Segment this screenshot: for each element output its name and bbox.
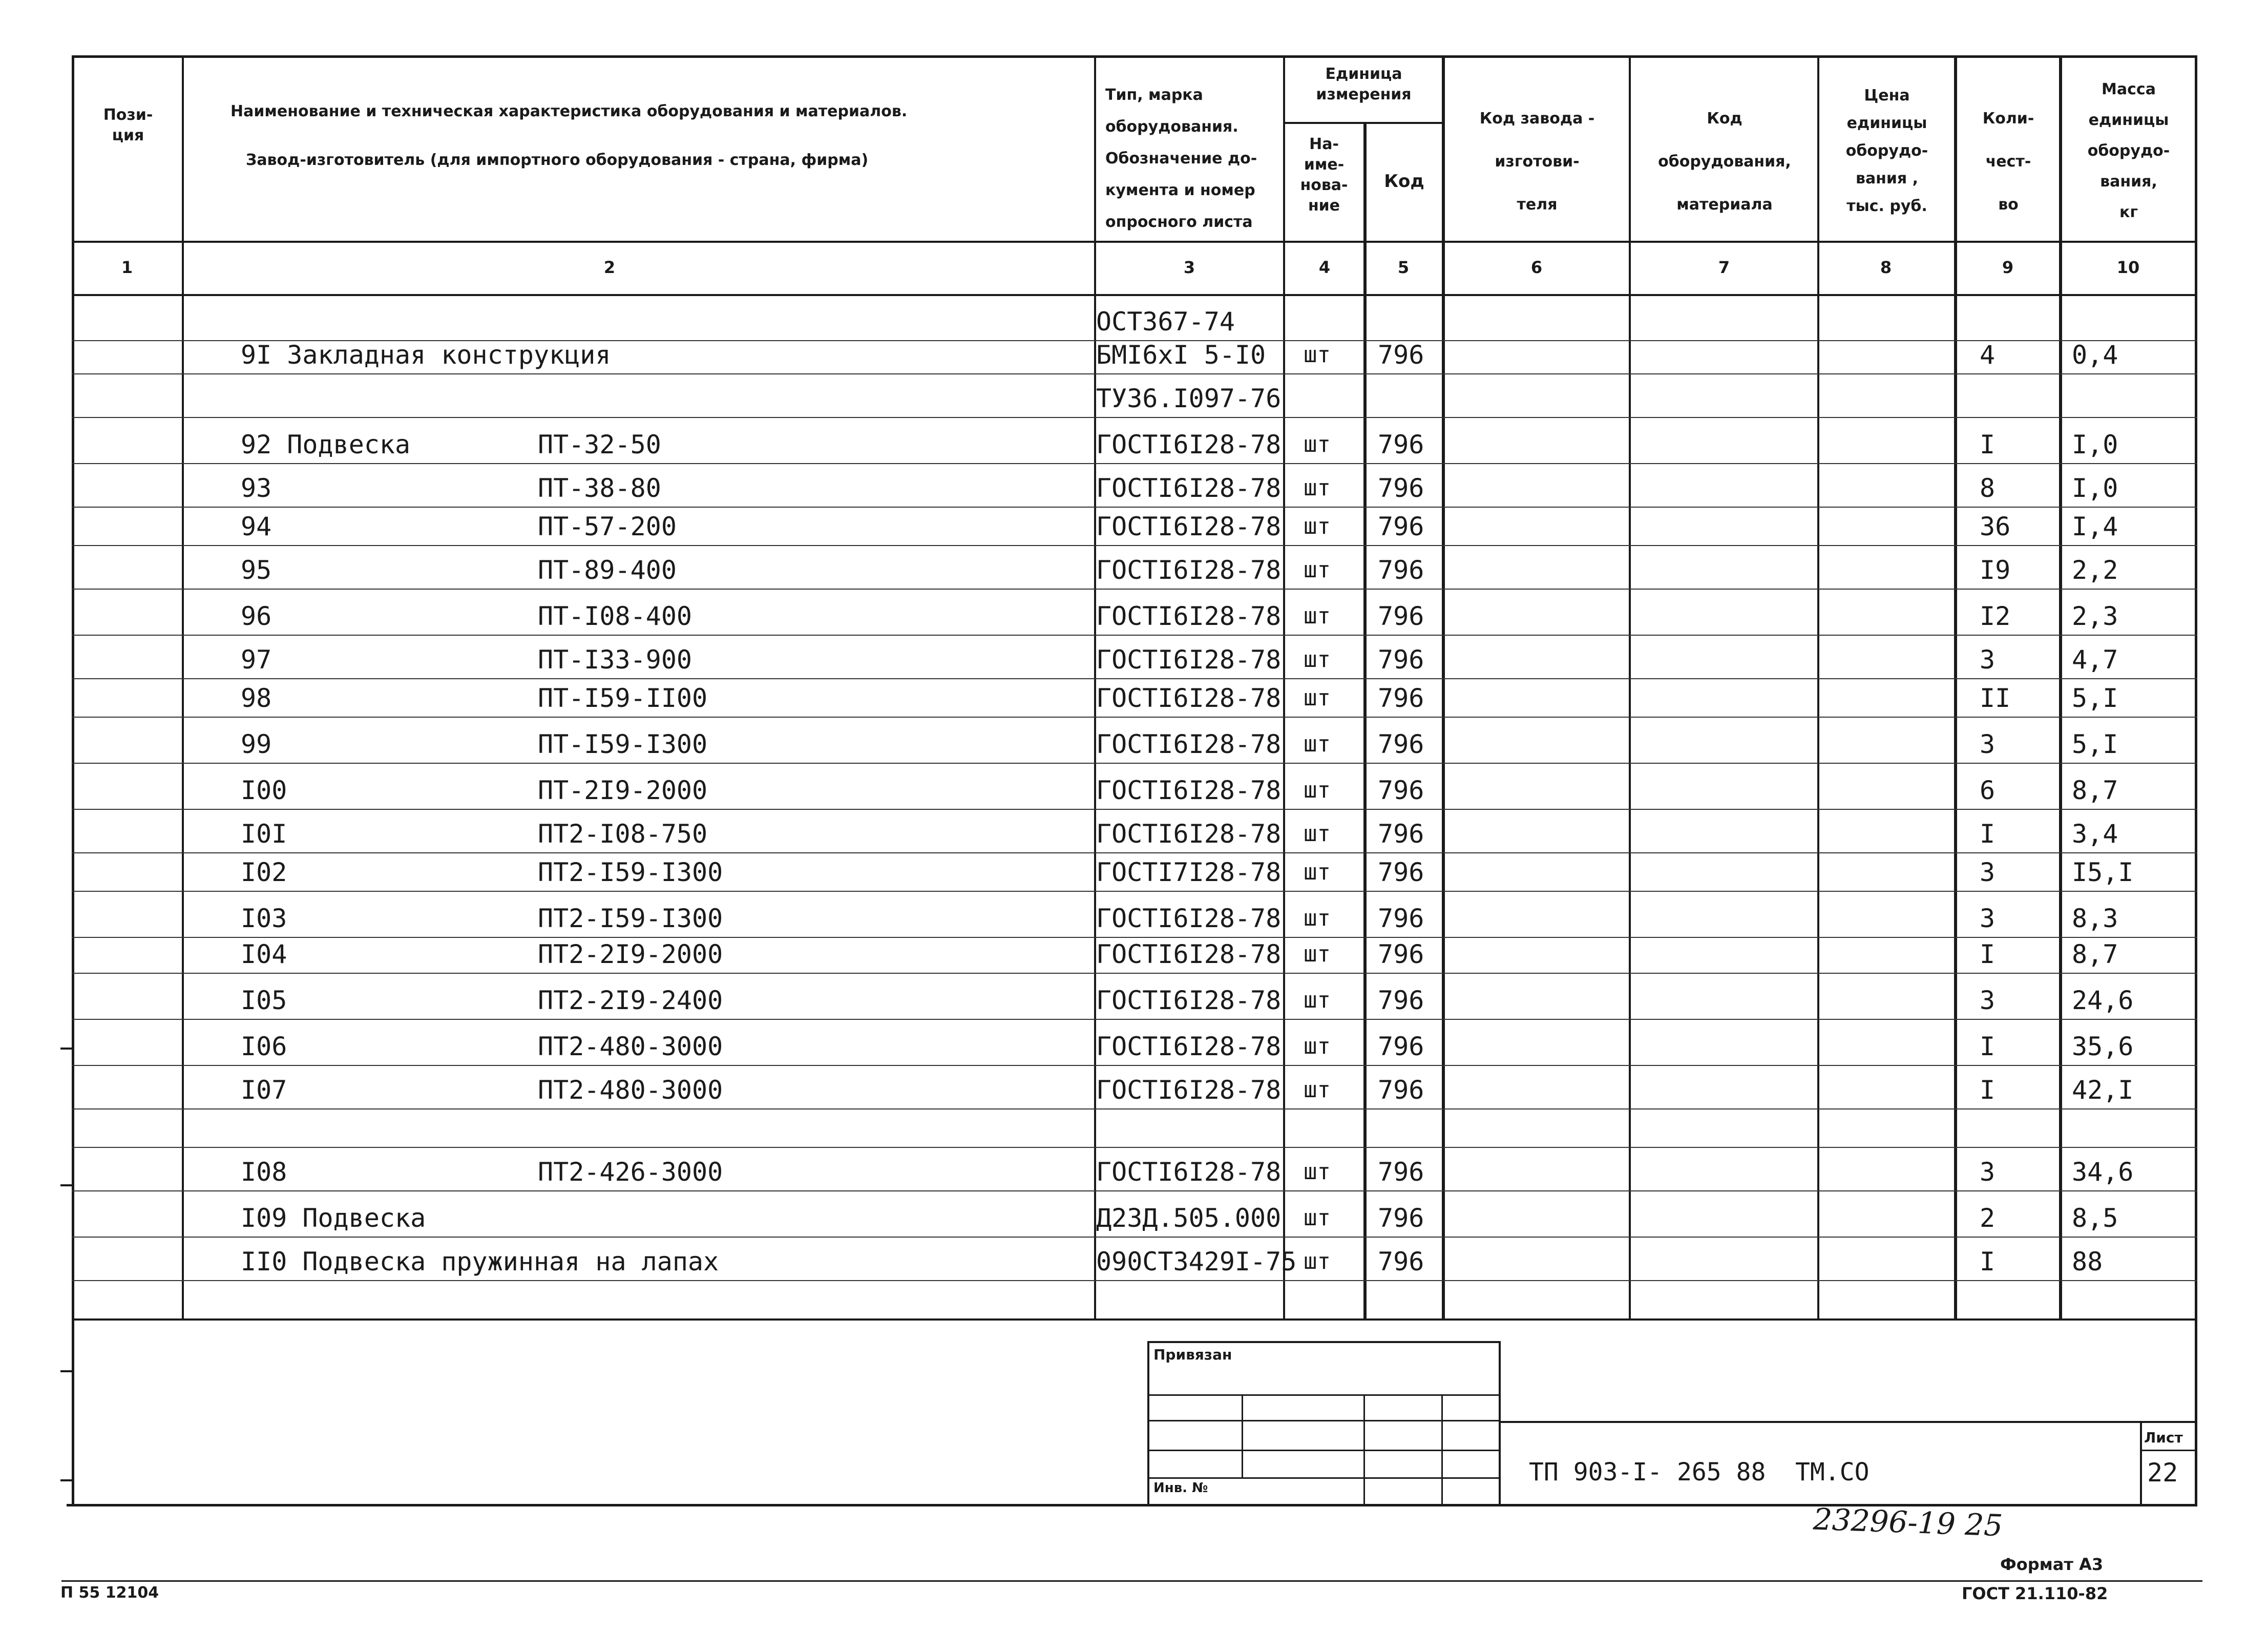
document-code: ТП 903-I- 265 88 (1529, 1458, 1766, 1487)
row-separator (72, 1065, 2197, 1066)
cell-code: 796 (1378, 1075, 1424, 1105)
cell-unit: шт (1304, 1248, 1331, 1274)
row-separator (72, 463, 2197, 464)
cell-unit: шт (1304, 513, 1331, 539)
margin-tick-3 (60, 1370, 74, 1372)
cell-unit: шт (1304, 777, 1331, 803)
cell-doc: ТУ36.I097-76 (1096, 384, 1282, 413)
cell-mass: 2,2 (2072, 555, 2118, 585)
stamp-top (1147, 1341, 1501, 1343)
header-name-line2: Завод-изготовитель (для импортного оборудования - страна, фирма) (246, 151, 869, 169)
cell-mark: ПТ-I33-900 (538, 645, 692, 675)
cell-unit: шт (1304, 731, 1331, 757)
frame-right (2195, 55, 2197, 1505)
row-separator (72, 763, 2197, 764)
row-separator (72, 809, 2197, 810)
cell-mass: I,0 (2072, 430, 2118, 459)
header-unit-name: На- име- нова- ние (1300, 135, 1348, 215)
cell-qty: I (1980, 1075, 1996, 1105)
cell-mass: I5,I (2072, 857, 2134, 887)
row-separator (72, 1280, 2197, 1281)
cell-name: 92 Подвеска (241, 430, 411, 459)
cell-qty: 3 (1980, 729, 1996, 759)
cell-unit: шт (1304, 1205, 1331, 1231)
row-separator (72, 937, 2197, 938)
row-separator (72, 1190, 2197, 1191)
header-type-mark: Тип, марка оборудования. Обозначение до- кумента и номер опросного листа (1105, 86, 1257, 231)
stamp-col-2 (1363, 1394, 1365, 1505)
row-separator (72, 545, 2197, 546)
cell-code: 796 (1378, 512, 1424, 541)
cell-name: 98 (241, 683, 272, 713)
cell-doc: ГОСТI6I28-78 (1096, 939, 1282, 969)
row-separator (72, 507, 2197, 508)
cell-mark: ПТ-2I9-2000 (538, 776, 708, 805)
header-equipment-code: Код оборудования, материала (1658, 110, 1791, 214)
cell-code: 796 (1378, 1032, 1424, 1061)
sheet-label: Лист (2144, 1429, 2183, 1446)
cell-qty: I2 (1980, 601, 2011, 631)
margin-tick-2 (60, 1184, 74, 1186)
cell-doc: ГОСТI6I28-78 (1096, 986, 1282, 1015)
cell-name: 94 (241, 512, 272, 541)
cell-mark: ПТ2-I59-I300 (538, 904, 723, 933)
cell-doc: ГОСТI6I28-78 (1096, 555, 1282, 585)
cell-doc: ГОСТI6I28-78 (1096, 683, 1282, 713)
cell-mass: 34,6 (2072, 1157, 2134, 1187)
col-line-4 (1363, 123, 1367, 1321)
footer-line (61, 1580, 2202, 1582)
row-separator (72, 1147, 2197, 1148)
cell-code: 796 (1378, 645, 1424, 675)
cell-qty: 3 (1980, 904, 1996, 933)
cell-qty: 3 (1980, 857, 1996, 887)
colnum-9: 9 (2002, 258, 2014, 277)
cell-unit: шт (1304, 475, 1331, 501)
cell-mass: 5,I (2072, 683, 2118, 713)
cell-qty: 2 (1980, 1203, 1996, 1233)
cell-mass: 35,6 (2072, 1032, 2134, 1061)
cell-mass: 8,5 (2072, 1203, 2118, 1233)
colnum-7: 7 (1718, 258, 1730, 277)
header-factory-code: Код завода - изготови- теля (1479, 110, 1595, 214)
cell-mass: 42,I (2072, 1075, 2134, 1105)
cell-qty: I9 (1980, 555, 2011, 585)
cell-qty: 8 (1980, 473, 1996, 503)
header-quantity: Коли- чест- во (1982, 110, 2034, 214)
row-separator (72, 589, 2197, 590)
cell-code: 796 (1378, 601, 1424, 631)
colnum-3: 3 (1183, 258, 1195, 277)
header-name-line1: Наименование и техническая характеристика оборудования и материалов. (230, 102, 908, 120)
cell-mark: ПТ-57-200 (538, 512, 677, 541)
cell-name: 93 (241, 473, 272, 503)
cell-code: 796 (1378, 430, 1424, 459)
cell-mark: ПТ-38-80 (538, 473, 661, 503)
col-line-3 (1283, 55, 1285, 1321)
row-separator (72, 852, 2197, 853)
row-separator (72, 373, 2197, 374)
frame-left (72, 55, 74, 1505)
cell-code: 796 (1378, 1203, 1424, 1233)
colnum-5: 5 (1397, 258, 1410, 277)
colnum-4: 4 (1318, 258, 1331, 277)
cell-name: 97 (241, 645, 272, 675)
cell-mass: I,0 (2072, 473, 2118, 503)
sheet-box-left (2140, 1421, 2142, 1505)
cell-unit: шт (1304, 603, 1331, 629)
cell-qty: I (1980, 939, 1996, 969)
cell-unit: шт (1304, 1033, 1331, 1059)
cell-mark: ПТ2-480-3000 (538, 1075, 723, 1105)
cell-qty: 3 (1980, 1157, 1996, 1187)
header-price: Цена единицы оборудо- вания , тыс. руб. (1845, 87, 1928, 215)
cell-name: I06 (241, 1032, 287, 1061)
stamp-col-1 (1242, 1394, 1243, 1477)
cell-unit: шт (1304, 646, 1331, 673)
cell-qty: 3 (1980, 645, 1996, 675)
stamp-privyazan: Привязан (1153, 1346, 1232, 1363)
sheet-box-divider (2140, 1450, 2197, 1451)
cell-mass: 2,3 (2072, 601, 2118, 631)
title-block-top (1499, 1421, 2197, 1423)
colnum-6: 6 (1530, 258, 1543, 277)
margin-tick-1 (60, 1048, 74, 1050)
cell-name: I04 (241, 939, 287, 969)
cell-mark: ПТ-I08-400 (538, 601, 692, 631)
stamp-row-2 (1147, 1420, 1501, 1421)
col-line-5 (1442, 55, 1445, 1321)
cell-code: 796 (1378, 683, 1424, 713)
cell-name: 9I Закладная конструкция (241, 340, 611, 370)
cell-mark: ПТ-I59-II00 (538, 683, 708, 713)
stamp-row-4 (1147, 1477, 1501, 1479)
cell-doc: Д23Д.505.000 (1096, 1203, 1282, 1233)
cell-unit: шт (1304, 821, 1331, 847)
cell-mass: 8,7 (2072, 939, 2118, 969)
cell-name: I09 Подвеска (241, 1203, 426, 1233)
cell-unit: шт (1304, 685, 1331, 711)
cell-doc: ГОСТI6I28-78 (1096, 430, 1282, 459)
stamp-row-1 (1147, 1394, 1501, 1396)
cell-mass: 5,I (2072, 729, 2118, 759)
cell-code: 796 (1378, 939, 1424, 969)
cell-doc: БМI6xI 5-I0 (1096, 340, 1266, 370)
handwritten-number: 23296-19 25 (1812, 1501, 2004, 1543)
row-separator (72, 678, 2197, 679)
cell-unit: шт (1304, 342, 1331, 368)
cell-mark: ПТ2-480-3000 (538, 1032, 723, 1061)
header-bottom-line (72, 241, 2197, 243)
cell-qty: I (1980, 430, 1996, 459)
cell-doc: ГОСТI6I28-78 (1096, 473, 1282, 503)
cell-code: 796 (1378, 904, 1424, 933)
cell-name: 96 (241, 601, 272, 631)
cell-name: I08 (241, 1157, 287, 1187)
sheet-number: 22 (2147, 1458, 2178, 1488)
cell-qty: 36 (1980, 512, 2011, 541)
header-mass: Масса единицы оборудо- вания, кг (2087, 80, 2170, 221)
cell-doc: ГОСТI6I28-78 (1096, 1157, 1282, 1187)
cell-code: 796 (1378, 473, 1424, 503)
cell-qty: II (1980, 683, 2011, 713)
cell-mass: 88 (2072, 1247, 2103, 1276)
stamp-col-3 (1441, 1394, 1443, 1505)
cell-unit: шт (1304, 431, 1331, 457)
row-separator (72, 1019, 2197, 1020)
cell-code: 796 (1378, 1157, 1424, 1187)
colnum-bottom-line (72, 294, 2197, 296)
cell-code: 796 (1378, 729, 1424, 759)
cell-doc: ГОСТI6I28-78 (1096, 729, 1282, 759)
colnum-8: 8 (1880, 258, 1892, 277)
cell-doc: 090СТ3429I-75 (1096, 1247, 1297, 1276)
table-bottom-line (72, 1318, 2197, 1321)
cell-doc: ГОСТI6I28-78 (1096, 776, 1282, 805)
cell-name: I0I (241, 819, 287, 849)
cell-qty: 3 (1980, 986, 1996, 1015)
row-separator (72, 417, 2197, 418)
cell-mark: ПТ-I59-I300 (538, 729, 708, 759)
colnum-2: 2 (603, 258, 616, 277)
cell-doc: ГОСТI6I28-78 (1096, 904, 1282, 933)
cell-name: I07 (241, 1075, 287, 1105)
cell-qty: 6 (1980, 776, 1996, 805)
cell-unit: шт (1304, 905, 1331, 931)
header-unit-group: Единица измерения (1316, 65, 1412, 103)
cell-mark: ПТ2-426-3000 (538, 1157, 723, 1187)
cell-code: 796 (1378, 555, 1424, 585)
cell-qty: 4 (1980, 340, 1996, 370)
cell-mark: ПТ-89-400 (538, 555, 677, 585)
cell-mass: 4,7 (2072, 645, 2118, 675)
frame-top (72, 55, 2197, 58)
cell-unit: шт (1304, 859, 1331, 885)
row-separator (72, 1237, 2197, 1238)
cell-qty: I (1980, 1247, 1996, 1276)
cell-code: 796 (1378, 776, 1424, 805)
footer-format: Формат А3 (2000, 1555, 2104, 1574)
col-line-7 (1817, 55, 1819, 1321)
cell-mark: ПТ2-2I9-2400 (538, 986, 723, 1015)
footer-left-code: П 55 12104 (60, 1584, 159, 1602)
cell-doc: ОСТ367-74 (1096, 307, 1235, 337)
margin-tick-4 (60, 1479, 74, 1481)
cell-name: I02 (241, 857, 287, 887)
col-line-9 (2059, 55, 2062, 1321)
cell-mass: I,4 (2072, 512, 2118, 541)
cell-mass: 0,4 (2072, 340, 2118, 370)
header-unit-code: Код (1384, 171, 1424, 192)
cell-doc: ГОСТI6I28-78 (1096, 601, 1282, 631)
document-suffix: ТМ.СО (1795, 1458, 1870, 1487)
stamp-left (1147, 1341, 1149, 1505)
row-separator (72, 717, 2197, 718)
cell-mark: ПТ2-I59-I300 (538, 857, 723, 887)
row-separator (72, 973, 2197, 974)
stamp-divider (1499, 1341, 1501, 1505)
row-separator (72, 1108, 2197, 1109)
cell-mass: 3,4 (2072, 819, 2118, 849)
col-line-8 (1954, 55, 1957, 1321)
cell-mass: 8,3 (2072, 904, 2118, 933)
unit-group-line (1283, 122, 1442, 124)
cell-doc: ГОСТI7I28-78 (1096, 857, 1282, 887)
cell-doc: ГОСТI6I28-78 (1096, 512, 1282, 541)
cell-mark: ПТ-32-50 (538, 430, 661, 459)
cell-code: 796 (1378, 1247, 1424, 1276)
cell-name: I00 (241, 776, 287, 805)
cell-unit: шт (1304, 987, 1331, 1013)
cell-mass: 8,7 (2072, 776, 2118, 805)
cell-qty: I (1980, 1032, 1996, 1061)
cell-name: II0 Подвеска пружинная на лапах (241, 1247, 719, 1276)
cell-code: 796 (1378, 819, 1424, 849)
cell-unit: шт (1304, 557, 1331, 583)
row-separator (72, 635, 2197, 636)
cell-doc: ГОСТI6I28-78 (1096, 1032, 1282, 1061)
footer-gost: ГОСТ 21.110-82 (1962, 1584, 2108, 1603)
cell-mass: 24,6 (2072, 986, 2134, 1015)
row-separator (72, 891, 2197, 892)
cell-unit: шт (1304, 1077, 1331, 1103)
cell-doc: ГОСТI6I28-78 (1096, 1075, 1282, 1105)
cell-mark: ПТ2-I08-750 (538, 819, 708, 849)
stamp-inv-no: Инв. № (1153, 1480, 1208, 1496)
col-line-1 (182, 55, 184, 1321)
cell-unit: шт (1304, 1159, 1331, 1185)
cell-unit: шт (1304, 941, 1331, 967)
stamp-row-3 (1147, 1450, 1501, 1451)
col-line-6 (1629, 55, 1631, 1321)
header-position: Пози- ция (103, 106, 153, 144)
cell-code: 796 (1378, 857, 1424, 887)
colnum-10: 10 (2116, 258, 2140, 277)
cell-name: 95 (241, 555, 272, 585)
cell-code: 796 (1378, 986, 1424, 1015)
cell-code: 796 (1378, 340, 1424, 370)
cell-mark: ПТ2-2I9-2000 (538, 939, 723, 969)
cell-qty: I (1980, 819, 1996, 849)
cell-doc: ГОСТI6I28-78 (1096, 645, 1282, 675)
cell-name: I05 (241, 986, 287, 1015)
colnum-1: 1 (121, 258, 133, 277)
cell-name: 99 (241, 729, 272, 759)
cell-doc: ГОСТI6I28-78 (1096, 819, 1282, 849)
cell-name: I03 (241, 904, 287, 933)
